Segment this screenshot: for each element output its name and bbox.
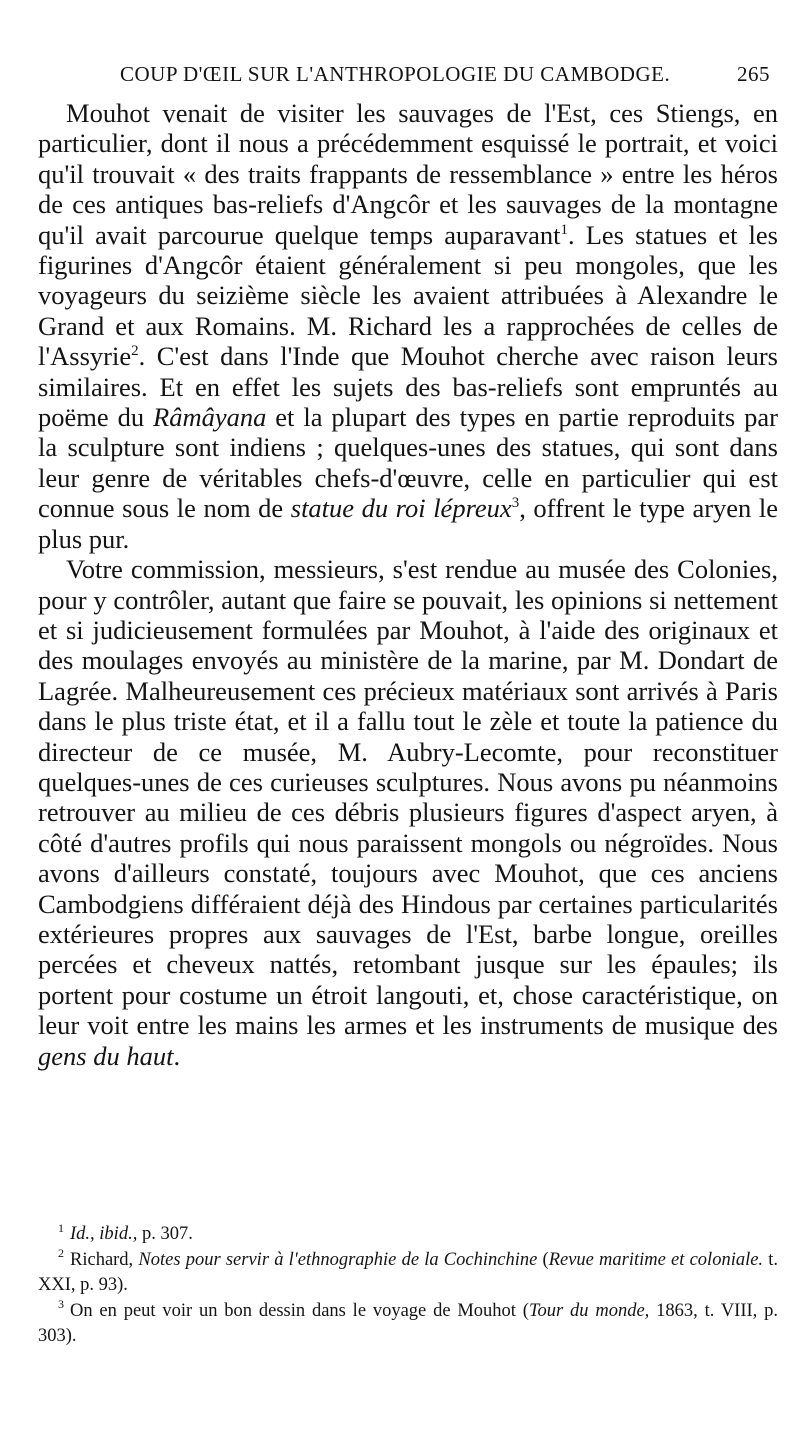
footnote-ref: 2 — [131, 343, 139, 360]
text-span: . C'est dans l'Inde que Mouhot cherche avec raison leurs similaires. Et en effet les sujets des bas-reliefs sont empruntés au poëme du — [38, 341, 778, 433]
footnote-ref: 3 — [511, 495, 520, 512]
footnote-text: t. XXI, p. 93). — [38, 1249, 779, 1295]
footnote-text: Richard, — [70, 1249, 139, 1270]
text-span: Mouhot venait de visiter les sauvages de l'Est, ces Stiengs, en particulier, dont il nous a précédemment esquissé le portrait, et voici qu'il trouvait « des traits frappants de ressemblance » entre les héros de ces antiques bas-reliefs d'Angcôr et les sauvages de la montagne qu'il avait parcourue quelque temps auparavant — [38, 98, 778, 250]
text-span: . — [173, 1040, 181, 1071]
body-text — [38, 98, 778, 1071]
running-title: COUP D'ŒIL SUR L'ANTHROPOLOGIE DU CAMBODGE. — [120, 62, 671, 86]
footnote-3 — [38, 1299, 778, 1350]
footnote-1 — [38, 1222, 778, 1248]
text-span: . Les statues et les figurines d'Angcôr étaient généralement si peu mongoles, que les voyageurs du seizième siècle les avaient attribuées à Alexandre le Grand et aux Romains. M. Richard les a rapprochées de celles de l'Assyrie — [38, 219, 778, 372]
footnotes — [38, 1222, 778, 1350]
footnote-text: ( — [537, 1249, 549, 1270]
text-span: Votre commission, messieurs, s'est rendue au musée des Colonies, pour y contrôler, autant que faire se pouvait, les opinions si nettement et si judicieusement formulées par Mouhot, à l'aide des originaux et des moulages envoyés au ministère de la marine, par M. Dondart de Lagrée. Malheureusement ces précieux matériaux sont arrivés à Paris dans le plus triste état, et il a fallu tout le zèle et toute la patience du directeur de ce musée, M. Aubry-Lecomte, pour reconstituer quelques-unes de ces curieuses sculptures. Nous avons pu néanmoins retrouver au milieu de ces débris plusieurs figures d'aspect aryen, à côté d'autres profils qui nous paraissent mongols ou négroïdes. Nous avons d'ailleurs constaté, toujours avec Mouhot, que ces anciens Cambodgiens différaient déjà des Hindous par certaines particularités extérieures propres aux sauvages de l'Est, barbe longue, oreilles percées et cheveux nattés, retombant jusque sur les épaules; ils portent pour costume un étroit langouti, et, chose caractéristique, on leur voit entre les mains les armes et les instruments de musique des — [38, 554, 778, 1041]
footnote-text: p. 307. — [137, 1224, 193, 1244]
footnote-2 — [38, 1248, 778, 1299]
footnote-italic: Revue maritime et coloniale. — [548, 1249, 764, 1270]
footnote-mark: 1 — [58, 1220, 64, 1235]
footnote-text: 1863, t. VIII, p. 303). — [38, 1300, 778, 1346]
footnote-italic: Tour du monde, — [528, 1300, 650, 1321]
footnote-italic: Notes pour servir à l'ethnographie de la Cochinchine — [138, 1249, 538, 1270]
footnote-italic: Id., ibid., — [70, 1224, 138, 1244]
text-span: et la plupart des types en partie reproduits par la sculpture sont indiens ; quelques-unes des statues, qui sont dans leur genre de véritables chefs-d'œuvre, celle en particulier qui est connue sous le nom de — [38, 402, 778, 524]
footnote-mark: 2 — [58, 1246, 64, 1261]
page-number: 265 — [737, 62, 770, 86]
footnote-mark: 3 — [58, 1297, 64, 1312]
italic-term: Râmâyana — [153, 402, 267, 433]
footnote-ref: 1 — [560, 221, 568, 238]
paragraph-1 — [38, 98, 778, 554]
running-head — [40, 62, 770, 92]
italic-term: gens du haut — [38, 1040, 174, 1071]
footnote-text: On en peut voir un bon dessin dans le voyage de Mouhot ( — [70, 1300, 529, 1321]
italic-term: statue du roi lépreux — [290, 493, 512, 524]
text-span: , offrent le type aryen le plus pur. — [38, 493, 778, 554]
paragraph-2 — [38, 554, 778, 1071]
